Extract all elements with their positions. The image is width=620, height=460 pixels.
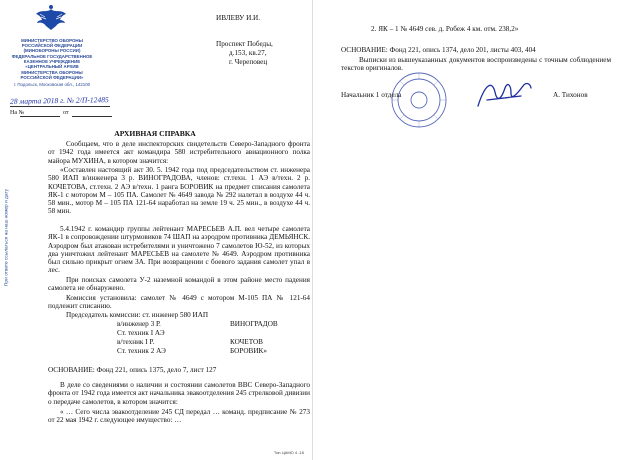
signature-role-4: в/техник I Р. bbox=[117, 338, 155, 346]
recipient-street: Проспект Победы, bbox=[216, 40, 273, 48]
osnovanie-left: ОСНОВАНИЕ: Фонд 221, опись 1375, дело 7, лист 127 bbox=[48, 366, 217, 374]
handwritten-signature bbox=[475, 76, 533, 112]
document-title: АРХИВНАЯ СПРАВКА bbox=[114, 129, 196, 138]
signature-role-3: Ст. техник I АЭ bbox=[117, 329, 165, 337]
header-line: КАЗЕННОЕ УЧРЕЖДЕНИЕ bbox=[23, 59, 81, 65]
signature-role-5: Ст. техник 2 АЭ bbox=[117, 347, 166, 355]
official-round-stamp bbox=[389, 70, 449, 130]
signature-name-2: ВИНОГРАДОВ bbox=[230, 320, 278, 328]
recipient-city: г. Череповец bbox=[229, 58, 268, 66]
date-number-handwritten: 28 марта 2018 г. № 2/П-12485 bbox=[9, 95, 109, 106]
header-line: (МИНОБОРОНЫ РОССИИ) bbox=[23, 48, 81, 54]
paragraph-6: В деле со сведениями о наличии и состоянии самолетов ВВС Северо-Западного фронта от 1942 года имеется акт начальника эвакоотделения 245 стрелковой дивизии о передаче самолетов, в котором значится: bbox=[48, 381, 310, 406]
paragraph-1: Сообщаем, что в деле инспекторских свидетельств Северо-Западного фронта от 1942 года имеется акт командира 580 истребительного авиационного полка майора МУХИНА, в котором значится: bbox=[48, 140, 310, 165]
header-line: МИНИСТЕРСТВА ОБОРОНЫ bbox=[21, 69, 83, 75]
margin-note: При ответе ссылаться на наш номер и дату bbox=[4, 188, 10, 287]
signature-role-2: в/инженер 3 Р. bbox=[117, 320, 161, 328]
recipient-house: д.153, кв.27, bbox=[229, 49, 267, 57]
paragraph-2: «Составлен настоящий акт 30. 5. 1942 года под председательством ст. инженера 580 ИАП в/инженера 3 р. ВИНОГРАДОВА, членов: ст.техн. 1 АЭ в/техн. 2 р. КОЧЕТОВА, ст.техн. 2 АЭ в/техн. 1 ранга БОРОВИК на предмет списания самолета ЯК-1 с мотором М – 105 ПА. Самолет № 4649 завода № 292 налетал в воздухе 44 ч. 58 мин., мотор М – 105 ПА 121-64 наработал на земле 19 ч. 25 мин., в воздухе 44 ч. 58 мин. bbox=[48, 166, 310, 216]
paragraph-7: « … Сего числа эвакоотделение 245 СД передал … команд. предписание № 273 от 22 мая 1942 г. следующее имущество: … bbox=[48, 408, 310, 425]
paragraph-5: Комиссия установила: самолет № 4649 с мотором М-105 ПА № 121-64 подлежит списанию. bbox=[48, 294, 310, 311]
osnovanie-right: ОСНОВАНИЕ: Фонд 221, опись 1374, дело 201, листы 403, 404 bbox=[341, 46, 536, 54]
chief-name: А. Тихонов bbox=[553, 91, 588, 99]
institution-header bbox=[8, 38, 96, 87]
paragraph-3: 5.4.1942 г. командир группы лейтенант МАРЕСЬЕВ А.П. вел четыре самолета ЯК-1 в сопровождении штурмовиков 74 ШАП на аэродром противника ДЕМЬЯНСК. Аэродром был атакован истребителями и уничтожено 7 самолетов Ю-52, из которых два уничтожил лейтенант МАРЕСЬЕВ на самолете № 4649. Аэродром противника был сильно прикрыт огнем ЗА. При возвращении с боевого задания самолет упал в лес. bbox=[48, 225, 310, 275]
ot-label: от bbox=[63, 110, 69, 116]
address-line: г. Подольск, Московская обл., 142100 bbox=[13, 81, 91, 87]
recipient-name: ИВЛЕВУ И.И. bbox=[216, 14, 261, 22]
certification-note: Выписки из вышеуказанных документов воспроизведены с точным соблюдением текстов оригиналов. bbox=[341, 56, 611, 73]
signature-name-4: КОЧЕТОВ bbox=[230, 338, 263, 346]
header-line: «ЦЕНТРАЛЬНЫЙ АРХИВ bbox=[25, 64, 79, 70]
na-no-label: На № bbox=[10, 110, 25, 116]
header-line: РОССИЙСКОЙ ФЕДЕРАЦИИ bbox=[21, 43, 83, 49]
header-line: ФЕДЕРАЛЬНОЕ ГОСУДАРСТВЕННОЕ bbox=[11, 54, 93, 60]
signature-role-1: Председатель комиссии: ст. инженер 580 ИАП bbox=[66, 311, 209, 319]
paragraph-4: При поисках самолета У-2 наземной командой в этом районе место падения самолета не обнаружено. bbox=[48, 276, 310, 293]
page-right bbox=[312, 0, 620, 460]
form-footer: Тип ЦАМО 4 -16 bbox=[273, 450, 304, 455]
header-line: МИНИСТЕРСТВО ОБОРОНЫ bbox=[21, 38, 83, 43]
header-line: РОССИЙСКОЙ ФЕДЕРАЦИИ» bbox=[20, 74, 84, 80]
signature-name-5: БОРОВИК» bbox=[230, 347, 267, 355]
chief-title: Начальник 1 отдела bbox=[341, 91, 402, 99]
item-line: 2. ЯК – 1 № 4649 сев. д. Робеж 4 км. отм. 238,2» bbox=[371, 25, 519, 33]
double-headed-eagle-emblem-icon bbox=[34, 4, 68, 34]
